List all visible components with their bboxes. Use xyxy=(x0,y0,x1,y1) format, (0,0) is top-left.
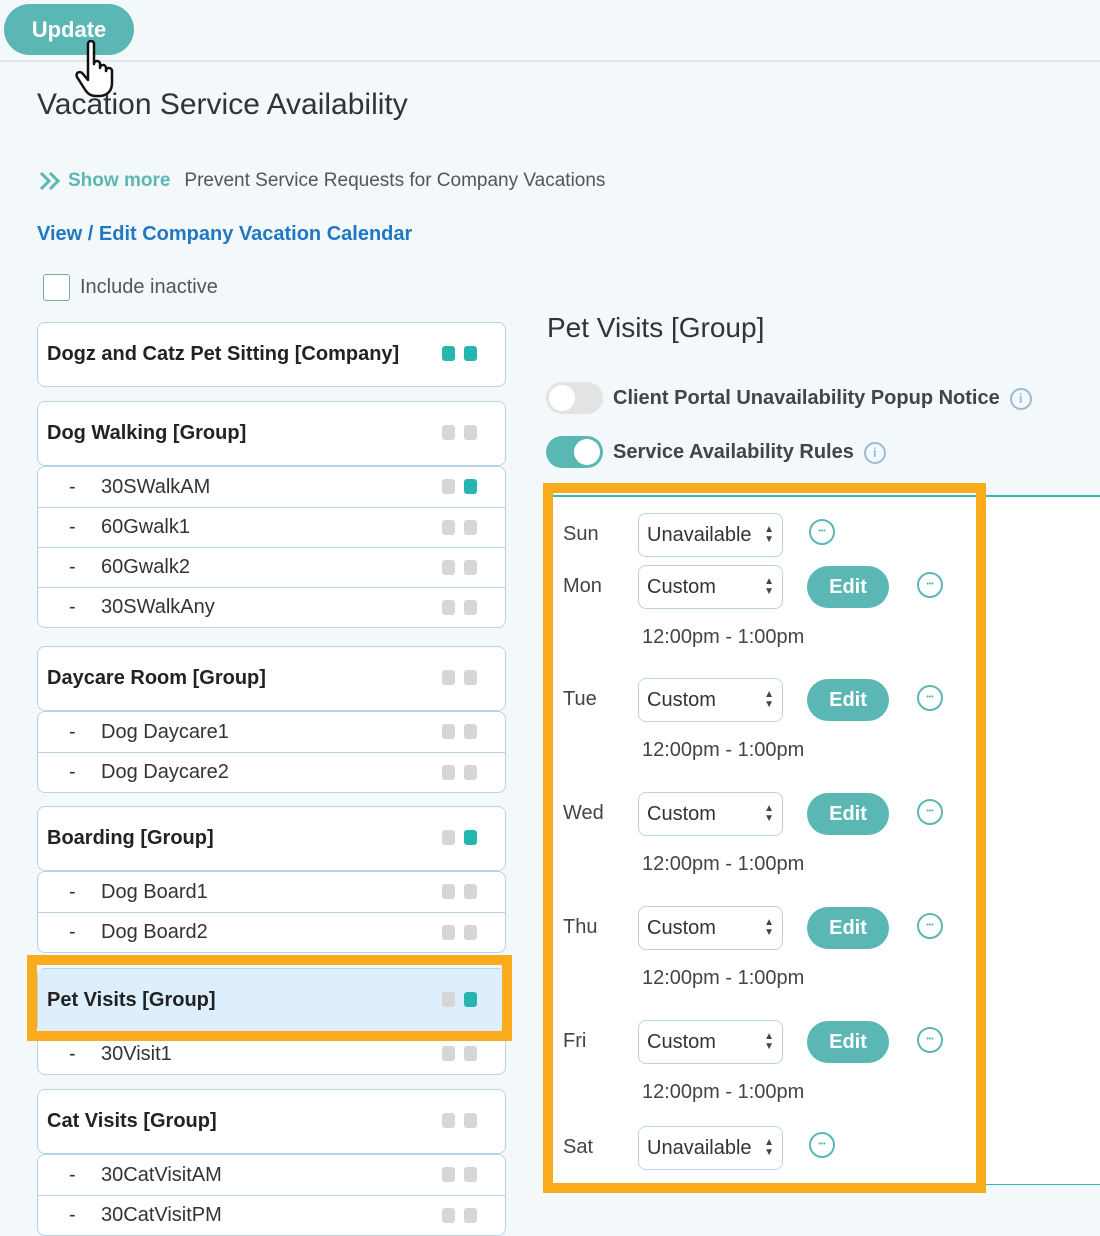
dash: - xyxy=(69,556,76,578)
service-row[interactable] xyxy=(38,712,505,752)
day-label: Thu xyxy=(563,916,598,938)
status-indicators xyxy=(442,884,477,899)
service-name: Dog Board1 xyxy=(101,880,208,903)
status-indicators xyxy=(442,1208,477,1223)
status-indicators xyxy=(442,925,477,940)
group-children xyxy=(37,1154,506,1236)
service-name: Dog Board2 xyxy=(101,921,208,943)
status-inactive-indicator[interactable] xyxy=(442,600,455,615)
status-inactive-indicator[interactable] xyxy=(464,1046,477,1061)
group-children xyxy=(37,871,506,953)
selected-mode: Custom xyxy=(647,802,716,825)
sort-arrows-icon: ▲ ▼ xyxy=(764,524,774,545)
status-inactive-indicator[interactable] xyxy=(464,520,477,535)
group-header-row[interactable] xyxy=(38,807,505,870)
group-name: Boarding [Group] xyxy=(47,827,214,849)
status-indicators xyxy=(442,520,477,535)
popup-notice-row xyxy=(613,387,1032,410)
group-header-row[interactable] xyxy=(38,323,505,386)
dash: - xyxy=(69,761,76,783)
service-row[interactable] xyxy=(38,1195,505,1235)
edit-button[interactable]: Edit xyxy=(807,1021,889,1063)
status-indicators xyxy=(442,346,477,361)
sort-arrows-icon: ▲ ▼ xyxy=(764,917,774,938)
group-name: Cat Visits [Group] xyxy=(47,1110,217,1132)
status-inactive-indicator[interactable] xyxy=(464,724,477,739)
dash: - xyxy=(69,1163,76,1186)
selected-mode: Custom xyxy=(647,916,716,939)
status-inactive-indicator[interactable] xyxy=(442,830,455,845)
status-inactive-indicator[interactable] xyxy=(442,884,455,899)
status-inactive-indicator[interactable] xyxy=(442,560,455,575)
top-bar xyxy=(0,0,1100,62)
include-inactive-label: Include inactive xyxy=(80,276,218,298)
status-inactive-indicator[interactable] xyxy=(464,560,477,575)
status-indicators xyxy=(442,479,477,494)
dash: - xyxy=(69,596,76,618)
edit-button[interactable]: Edit xyxy=(807,793,889,835)
service-name: 60Gwalk2 xyxy=(101,556,190,578)
status-inactive-indicator[interactable] xyxy=(442,1167,455,1182)
day-label: Fri xyxy=(563,1030,587,1052)
service-row[interactable] xyxy=(38,547,505,587)
group-children xyxy=(37,466,506,628)
group-header-row[interactable] xyxy=(38,647,505,710)
dash: - xyxy=(69,516,76,538)
include-inactive-checkbox[interactable] xyxy=(43,274,218,301)
status-inactive-indicator[interactable] xyxy=(442,724,455,739)
status-inactive-indicator[interactable] xyxy=(442,1113,455,1128)
service-name: Dog Daycare2 xyxy=(101,761,229,783)
status-inactive-indicator[interactable] xyxy=(464,925,477,940)
popup-notice-toggle[interactable] xyxy=(546,382,603,414)
service-name: 60Gwalk1 xyxy=(101,516,190,538)
more-options-icon[interactable]: ••• xyxy=(917,799,943,825)
service-name: 30Visit1 xyxy=(101,1042,172,1065)
service-name: 30CatVisitAM xyxy=(101,1163,222,1186)
dash: - xyxy=(69,1042,76,1065)
status-inactive-indicator[interactable] xyxy=(464,765,477,780)
detail-title: Pet Visits [Group] xyxy=(547,312,765,343)
group-header-row[interactable] xyxy=(38,402,505,465)
info-icon[interactable]: i xyxy=(864,442,886,464)
group-header[interactable] xyxy=(37,806,506,871)
edit-button[interactable]: Edit xyxy=(807,566,889,608)
checkbox[interactable] xyxy=(43,274,70,301)
page-title: Vacation Service Availability xyxy=(37,88,408,121)
group-header[interactable] xyxy=(37,646,506,711)
group-name: Daycare Room [Group] xyxy=(47,667,266,689)
status-indicators xyxy=(442,600,477,615)
status-inactive-indicator[interactable] xyxy=(442,670,455,685)
sort-arrows-icon: ▲ ▼ xyxy=(764,689,774,710)
popup-notice-label: Client Portal Unavailability Popup Notice xyxy=(613,387,1000,409)
status-inactive-indicator[interactable] xyxy=(464,600,477,615)
status-indicators xyxy=(442,425,477,440)
status-indicators xyxy=(442,724,477,739)
service-name: 30SWalkAny xyxy=(101,596,215,618)
availability-rules-label: Service Availability Rules xyxy=(613,441,854,463)
service-row[interactable] xyxy=(38,912,505,952)
status-inactive-indicator[interactable] xyxy=(464,425,477,440)
dash: - xyxy=(69,921,76,943)
status-active-indicator[interactable] xyxy=(464,346,477,361)
day-label: Sat xyxy=(563,1136,594,1158)
selected-mode: Unavailable xyxy=(647,1136,752,1159)
show-more-row xyxy=(38,170,605,192)
status-inactive-indicator[interactable] xyxy=(464,1167,477,1182)
day-label: Wed xyxy=(563,802,604,824)
highlight-box xyxy=(27,955,512,1041)
sort-arrows-icon: ▲ ▼ xyxy=(764,576,774,597)
status-active-indicator[interactable] xyxy=(442,346,455,361)
update-button[interactable]: Update xyxy=(4,4,134,55)
selected-mode: Unavailable xyxy=(647,523,752,546)
service-row[interactable] xyxy=(38,1155,505,1195)
dash: - xyxy=(69,1204,76,1226)
status-inactive-indicator[interactable] xyxy=(442,479,455,494)
dash: - xyxy=(69,475,76,498)
description: Prevent Service Requests for Company Vacations xyxy=(184,170,606,191)
day-label: Sun xyxy=(563,523,599,545)
group-header[interactable] xyxy=(37,1089,506,1154)
status-inactive-indicator[interactable] xyxy=(442,1046,455,1061)
more-options-icon[interactable]: ••• xyxy=(809,519,835,545)
status-active-indicator[interactable] xyxy=(464,830,477,845)
time-range: 12:00pm - 1:00pm xyxy=(642,739,805,761)
status-inactive-indicator[interactable] xyxy=(442,425,455,440)
status-indicators xyxy=(442,830,477,845)
status-indicators xyxy=(442,670,477,685)
service-row[interactable] xyxy=(38,752,505,792)
group-name: Dogz and Catz Pet Sitting [Company] xyxy=(47,343,400,365)
service-row[interactable] xyxy=(38,587,505,627)
status-inactive-indicator[interactable] xyxy=(464,670,477,685)
status-inactive-indicator[interactable] xyxy=(442,765,455,780)
status-inactive-indicator[interactable] xyxy=(464,1208,477,1223)
group-children xyxy=(37,711,506,793)
service-row[interactable] xyxy=(38,507,505,547)
day-label: Mon xyxy=(563,575,602,597)
status-inactive-indicator[interactable] xyxy=(442,1208,455,1223)
selected-mode: Custom xyxy=(647,688,716,711)
time-range: 12:00pm - 1:00pm xyxy=(642,853,805,875)
more-options-icon[interactable]: ••• xyxy=(809,1132,835,1158)
selected-mode: Custom xyxy=(647,575,716,598)
group-name: Pet Visits [Group] xyxy=(47,989,216,1011)
double-chevron-right-icon xyxy=(38,171,62,191)
sort-arrows-icon: ▲ ▼ xyxy=(764,1137,774,1158)
group-header[interactable] xyxy=(37,322,506,387)
service-row[interactable] xyxy=(38,467,505,507)
status-indicators xyxy=(442,560,477,575)
more-options-icon[interactable]: ••• xyxy=(917,685,943,711)
group-header[interactable] xyxy=(37,401,506,466)
service-name: Dog Daycare1 xyxy=(101,720,229,743)
availability-rules-row xyxy=(613,441,886,464)
highlight-box xyxy=(543,483,986,1193)
availability-rules-toggle[interactable] xyxy=(546,436,603,468)
group-header-row[interactable] xyxy=(38,1090,505,1153)
status-indicators xyxy=(442,1046,477,1061)
status-indicators xyxy=(442,1113,477,1128)
more-options-icon[interactable]: ••• xyxy=(917,1027,943,1053)
status-inactive-indicator[interactable] xyxy=(442,520,455,535)
edit-button[interactable]: Edit xyxy=(807,679,889,721)
dash: - xyxy=(69,720,76,743)
time-range: 12:00pm - 1:00pm xyxy=(642,626,805,648)
show-more-link[interactable]: Show more xyxy=(68,170,171,191)
more-options-icon[interactable]: ••• xyxy=(917,572,943,598)
vacation-calendar-link[interactable]: View / Edit Company Vacation Calendar xyxy=(37,223,413,245)
status-indicators xyxy=(442,1167,477,1182)
day-label: Tue xyxy=(563,688,597,710)
status-inactive-indicator[interactable] xyxy=(442,925,455,940)
service-name: 30SWalkAM xyxy=(101,475,211,498)
status-inactive-indicator[interactable] xyxy=(464,884,477,899)
sort-arrows-icon: ▲ ▼ xyxy=(764,803,774,824)
service-row[interactable] xyxy=(38,872,505,912)
time-range: 12:00pm - 1:00pm xyxy=(642,967,805,989)
status-inactive-indicator[interactable] xyxy=(464,1113,477,1128)
selected-mode: Custom xyxy=(647,1030,716,1053)
status-indicators xyxy=(442,765,477,780)
service-name: 30CatVisitPM xyxy=(101,1204,222,1226)
info-icon[interactable]: i xyxy=(1010,388,1032,410)
dash: - xyxy=(69,880,76,903)
group-name: Dog Walking [Group] xyxy=(47,422,247,444)
more-options-icon[interactable]: ••• xyxy=(917,913,943,939)
time-range: 12:00pm - 1:00pm xyxy=(642,1081,805,1103)
status-active-indicator[interactable] xyxy=(464,479,477,494)
sort-arrows-icon: ▲ ▼ xyxy=(764,1031,774,1052)
edit-button[interactable]: Edit xyxy=(807,907,889,949)
